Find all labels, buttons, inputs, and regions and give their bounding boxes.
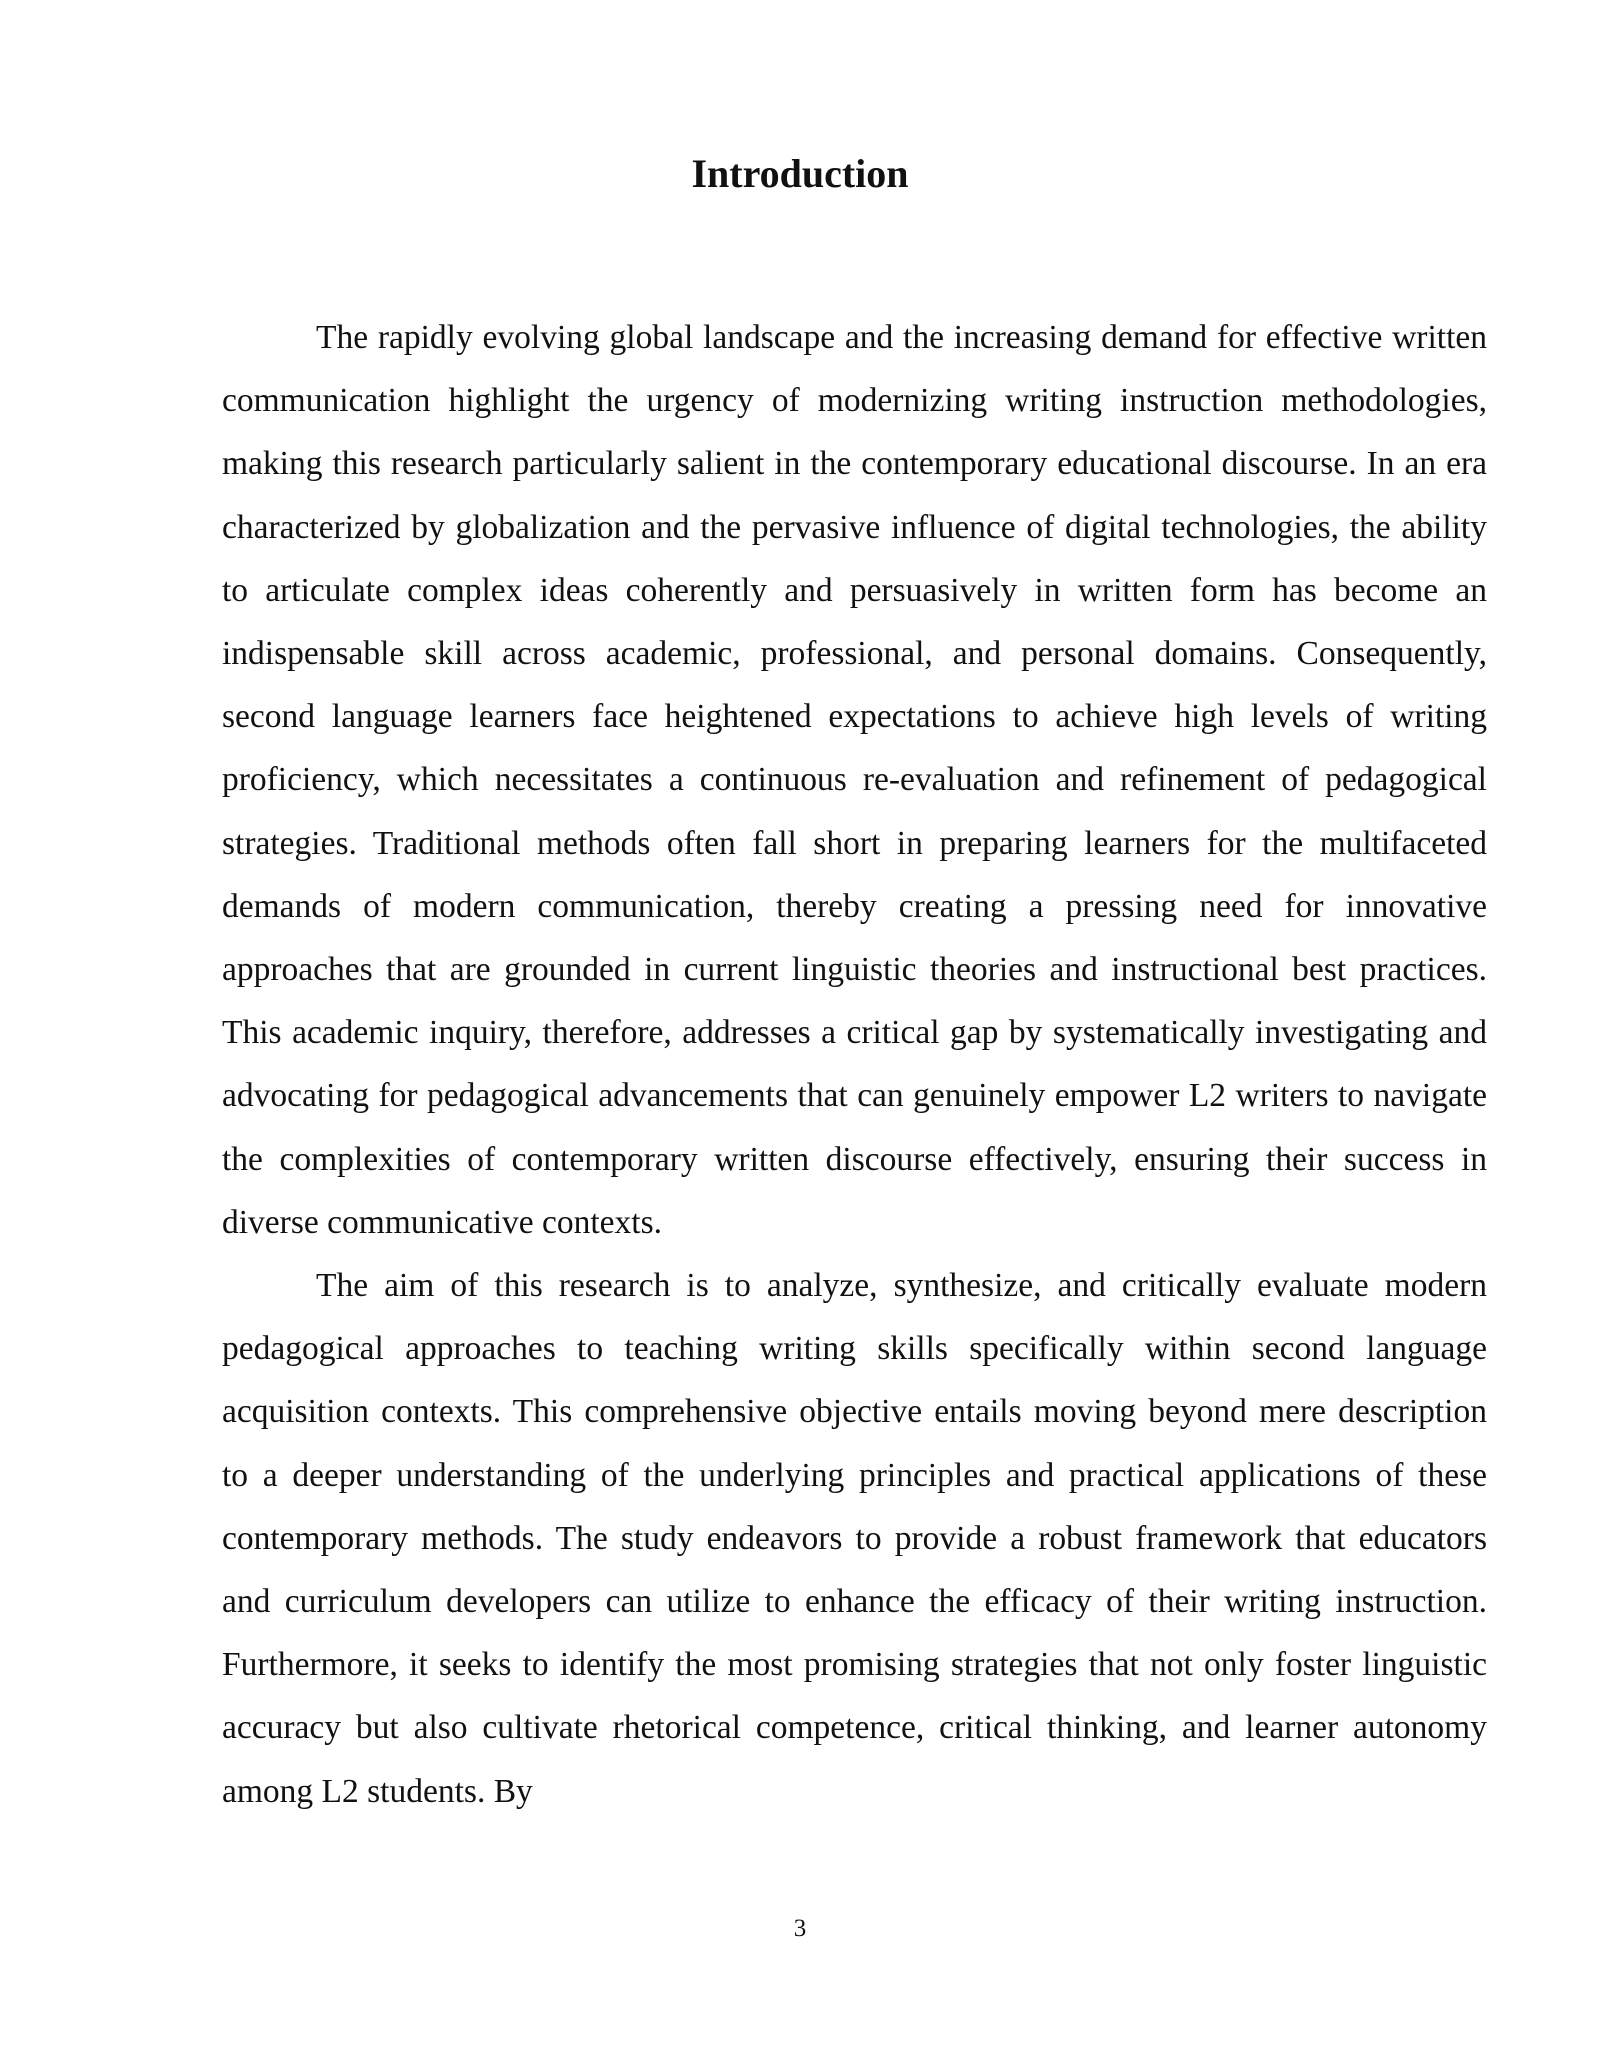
page-title: Introduction bbox=[691, 151, 909, 196]
paragraph-1: The rapidly evolving global landscape and the increasing demand for effective written communication highlight the urgency of modernizing writing instruction methodologies, making this research particularly salient in the contemporary educational discourse. In an era characterized by globalization and the pervasive influence of digital technologies, the ability to articulate complex ideas coherently and persuasively in written form has become an indispensable skill across academic, professional, and personal domains. Consequently, second language learners face heightened expectations to achieve high levels of writing proficiency, which necessitates a continuous re-evaluation and refinement of pedagogical strategies. Traditional methods often fall short in preparing learners for the multifaceted demands of modern communication, thereby creating a pressing need for innovative approaches that are grounded in current linguistic theories and instructional best practices. This academic inquiry, therefore, addresses a critical gap by systematically investigating and advocating for pedagogical advancements that can genuinely empower L2 writers to navigate the complexities of contemporary written discourse effectively, ensuring their success in diverse communicative contexts. bbox=[222, 319, 1487, 1241]
page-number: 3 bbox=[793, 1915, 807, 1942]
body-text bbox=[222, 306, 1487, 1823]
paragraph-2: The aim of this research is to analyze, synthesize, and critically evaluate modern pedagogical approaches to teaching writing skills specifically within second language acquisition contexts. This comprehensive objective entails moving beyond mere description to a deeper understanding of the underlying principles and practical applications of these contemporary methods. The study endeavors to provide a robust framework that educators and curriculum developers can utilize to enhance the efficacy of their writing instruction. Furthermore, it seeks to identify the most promising strategies that not only foster linguistic accuracy but also cultivate rhetorical competence, critical thinking, and learner autonomy among L2 students. By bbox=[222, 1267, 1487, 1810]
